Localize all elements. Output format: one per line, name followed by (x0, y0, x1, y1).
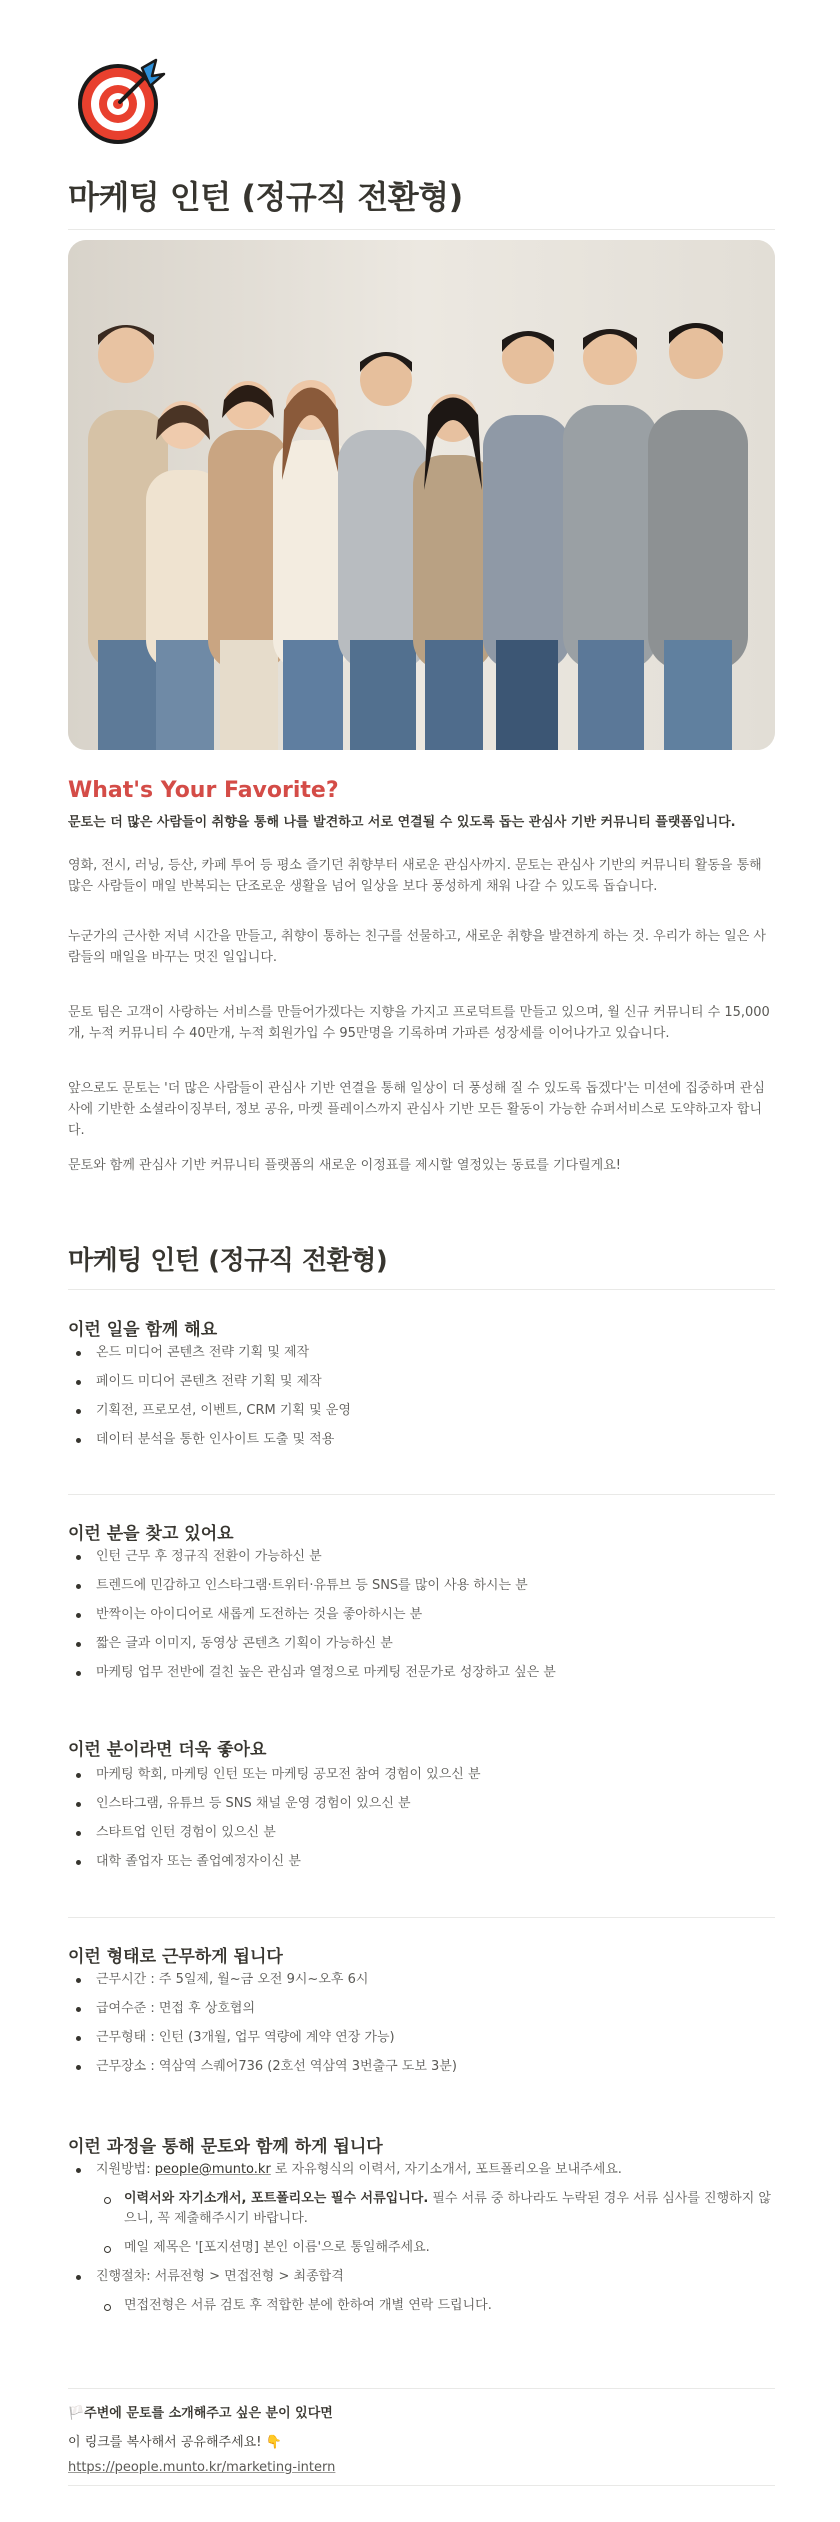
requirements-list (92, 1547, 775, 1692)
list-item: 마케팅 업무 전반에 걸친 높은 관심과 열정으로 마케팅 전문가로 성장하고 싶은 분 (92, 1663, 775, 1683)
process-heading: 이런 과정을 통해 문토와 함께 하게 됩니다 (68, 2137, 383, 2157)
divider (68, 1917, 775, 1918)
job-heading: 마케팅 인턴 (정규직 전환형) (68, 1246, 388, 1276)
apply-suffix: 로 자유형식의 이력서, 자기소개서, 포트폴리오을 보내주세요. (270, 2162, 622, 2177)
list-item: 마케팅 학회, 마케팅 인턴 또는 마케팅 공모전 참여 경험이 있으신 분 (92, 1765, 775, 1785)
share-url-link[interactable]: https://people.munto.kr/marketing-intern (68, 2460, 336, 2475)
intro-paragraph: 문토와 함께 관심사 기반 커뮤니티 플랫폼의 새로운 이정표를 제시할 열정있는 동료를 기다릴게요! (68, 1158, 621, 1173)
steps-text: 진행절차: 서류전형 > 면접전형 > 최종합격 (96, 2269, 344, 2284)
list-item: 근무시간 : 주 5일제, 월~금 오전 9시~오후 6시 (92, 1970, 775, 1990)
list-item: 스타트업 인턴 경험이 있으신 분 (92, 1823, 775, 1843)
required-docs-detail: 필수 서류 중 하나라도 누락된 경우 서류 심사를 진행하지 않으니, 꼭 제출해주시기 바랍니다. (124, 2191, 771, 2226)
list-item (92, 2160, 775, 2258)
refer-text: 이 링크를 복사해서 공유해주세요! 👇 (68, 2435, 282, 2450)
divider (68, 1494, 775, 1495)
list-item: 근무장소 : 역삼역 스퀘어736 (2호선 역삼역 3번출구 도보 3분) (92, 2057, 775, 2077)
apply-email-link[interactable]: people@munto.kr (154, 2162, 271, 2177)
intro-paragraph: 앞으로도 문토는 '더 많은 사람들이 관심사 기반 연결을 통해 일상이 더 풍성해 질 수 있도록 돕겠다'는 미션에 집중하며 관심사에 기반한 소셜라이징부터, 정보 공유, 마켓 플레이스까지 관심사 기반 모든 활동이 가능한 슈퍼서비스로 도약하고자 합니다. (68, 1081, 765, 1138)
duties-heading: 이런 일을 함께 해요 (68, 1320, 218, 1340)
apply-sub-list (120, 2189, 775, 2258)
conditions-list (92, 1970, 775, 2086)
steps-sub-list (120, 2296, 775, 2316)
target-dart-icon[interactable] (72, 50, 172, 150)
list-item: 반짝이는 아이디어로 새롭게 도전하는 것을 좋아하시는 분 (92, 1605, 775, 1625)
apply-prefix: 지원방법: (96, 2162, 155, 2177)
page-title: 마케팅 인턴 (정규직 전환형) (68, 178, 463, 216)
divider (68, 2485, 775, 2486)
list-item: 급여수준 : 면접 후 상호협의 (92, 1999, 775, 2019)
intro-paragraph: 문토 팀은 고객이 사랑하는 서비스를 만들어가겠다는 지향을 가지고 프로덕트를 만들고 있으며, 월 신규 커뮤니티 수 15,000개, 누적 커뮤니티 수 40만개, 누적 회원가입 수 95만명을 기록하며 가파른 성장세를 이어나가고 있습니다. (68, 1005, 770, 1041)
conditions-heading: 이런 형태로 근무하게 됩니다 (68, 1947, 283, 1967)
list-item (120, 2189, 775, 2229)
intro-heading: What's Your Favorite? (68, 778, 339, 803)
list-item: 기획전, 프로모션, 이벤트, CRM 기획 및 운영 (92, 1401, 775, 1421)
preferred-heading: 이런 분이라면 더욱 좋아요 (68, 1740, 267, 1760)
list-item: 대학 졸업자 또는 졸업예정자이신 분 (92, 1852, 775, 1872)
intro-paragraph: 영화, 전시, 러닝, 등산, 카페 투어 등 평소 즐기던 취향부터 새로운 관심사까지. 문토는 관심사 기반의 커뮤니티 활동을 통해 많은 사람들이 매일 반복되는 단조로운 생활을 넘어 일상을 보다 풍성하게 채워 나갈 수 있도록 돕습니다. (68, 858, 762, 894)
list-item: 페이드 미디어 콘텐츠 전략 기획 및 제작 (92, 1372, 775, 1392)
required-docs-note: 이력서와 자기소개서, 포트폴리오는 필수 서류입니다. (124, 2191, 429, 2206)
list-item: 온드 미디어 콘텐츠 전략 기획 및 제작 (92, 1343, 775, 1363)
list-item: 메일 제목은 '[포지션명] 본인 이름'으로 통일해주세요. (120, 2238, 775, 2258)
list-item: 인턴 근무 후 정규직 전환이 가능하신 분 (92, 1547, 775, 1567)
divider (68, 2388, 775, 2389)
duties-list (92, 1343, 775, 1459)
list-item: 면접전형은 서류 검토 후 적합한 분에 한하여 개별 연락 드립니다. (120, 2296, 775, 2316)
list-item: 트렌드에 민감하고 인스타그램·트위터·유튜브 등 SNS를 많이 사용 하시는 분 (92, 1576, 775, 1596)
divider (68, 229, 775, 230)
list-item: 데이터 분석을 통한 인사이트 도출 및 적용 (92, 1430, 775, 1450)
list-item: 인스타그램, 유튜브 등 SNS 채널 운영 경험이 있으신 분 (92, 1794, 775, 1814)
intro-paragraph: 누군가의 근사한 저녁 시간을 만들고, 취향이 통하는 친구를 선물하고, 새로운 취향을 발견하게 하는 것. 우리가 하는 일은 사람들의 매일을 바꾸는 멋진 일입니다. (68, 929, 766, 965)
requirements-heading: 이런 분을 찾고 있어요 (68, 1524, 234, 1544)
refer-title: 🏳️주변에 문토를 소개해주고 싶은 분이 있다면 (68, 2406, 333, 2421)
hero-image (68, 240, 775, 750)
process-list (92, 2160, 775, 2325)
list-item: 근무형태 : 인턴 (3개월, 업무 역량에 계약 연장 가능) (92, 2028, 775, 2048)
list-item (92, 2267, 775, 2316)
preferred-list (92, 1765, 775, 1881)
intro-lead: 문토는 더 많은 사람들이 취향을 통해 나를 발견하고 서로 연결될 수 있도록 돕는 관심사 기반 커뮤니티 플랫폼입니다. (68, 815, 736, 830)
list-item: 짧은 글과 이미지, 동영상 콘텐츠 기획이 가능하신 분 (92, 1634, 775, 1654)
divider (68, 1289, 775, 1290)
